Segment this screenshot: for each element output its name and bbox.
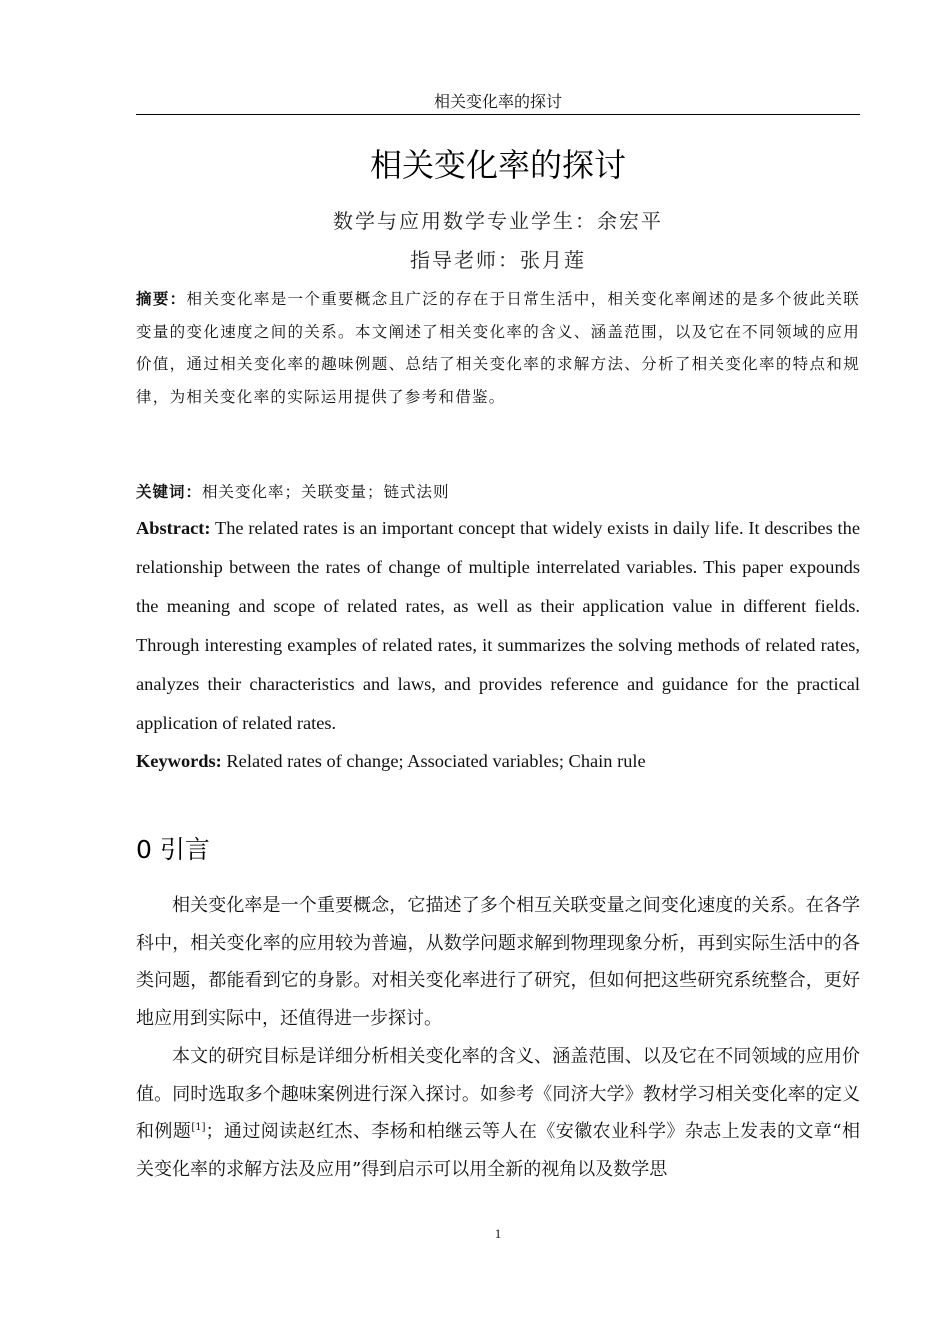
running-header: 相关变化率的探讨: [136, 90, 860, 115]
keywords-en-label: Keywords:: [136, 751, 222, 771]
paper-title: 相关变化率的探讨: [369, 146, 626, 184]
body-paragraph-2-part2: ；通过阅读赵红杰、李杨和柏继云等人在《安徽农业科学》杂志上发表的文章“相关变化率的求解方法及应用”得到启示可以用全新的视角以及数学思: [136, 1121, 860, 1180]
keywords-en-text: Related rates of change; Associated variables; Chain rule: [221, 751, 646, 771]
advisor-line: 指导老师：张月莲: [410, 248, 586, 272]
abstract-en-label: Abstract:: [136, 518, 211, 538]
keywords-english: [136, 743, 860, 779]
abstract-cn-label: 摘要：: [136, 290, 187, 308]
page-number: 1: [494, 1226, 502, 1241]
keywords-cn-text: 相关变化率；关联变量；链式法则: [202, 483, 450, 501]
abstract-en-text: The related rates is an important concept that widely exists in daily life. It describes the relationship between the rates of change of multiple interrelated variables. This paper expounds the meaning and scope of related rates, as well as their application value in different fields. Through interesting examples of related rates, it summarizes the solving methods of related rates, analyzes their characteristics and laws, and provides reference and guidance for the practical application of related rates.: [136, 518, 860, 733]
author-line: 数学与应用数学专业学生：余宏平: [333, 209, 663, 233]
introduction-body: [136, 887, 860, 1189]
keywords-cn-label: 关键词：: [136, 483, 203, 501]
abstract-cn-text: 相关变化率是一个重要概念且广泛的存在于日常生活中，相关变化率阐述的是多个彼此关联变量的变化速度之间的关系。本文阐述了相关变化率的含义、涵盖范围，以及它在不同领域的应用价值，通过相关变化率的趣味例题、总结了相关变化率的求解方法、分析了相关变化率的特点和规律，为相关变化率的实际运用提供了参考和借鉴。: [136, 290, 860, 406]
body-paragraph-2-part1: 本文的研究目标是详细分析相关变化率的含义、涵盖范围、以及它在不同领域的应用价值。同时选取多个趣味案例进行深入探讨。如参考《同济大学》教材学习相关变化率的定义和例题: [136, 1045, 860, 1143]
abstract-english: [136, 509, 860, 743]
abstract-chinese: [136, 283, 860, 413]
section-heading-introduction: 0 引言: [136, 835, 210, 864]
citation-ref-1[interactable]: [1]: [191, 1122, 206, 1134]
body-paragraph-2: [136, 1038, 860, 1189]
body-paragraph-1: 相关变化率是一个重要概念，它描述了多个相互关联变量之间变化速度的关系。在各学科中，相关变化率的应用较为普遍，从数学问题求解到物理现象分析，再到实际生活中的各类问题，都能看到它的身影。对相关变化率进行了研究，但如何把这些研究系统整合，更好地应用到实际中，还值得进一步探讨。: [136, 895, 860, 1030]
keywords-chinese: [136, 477, 860, 507]
